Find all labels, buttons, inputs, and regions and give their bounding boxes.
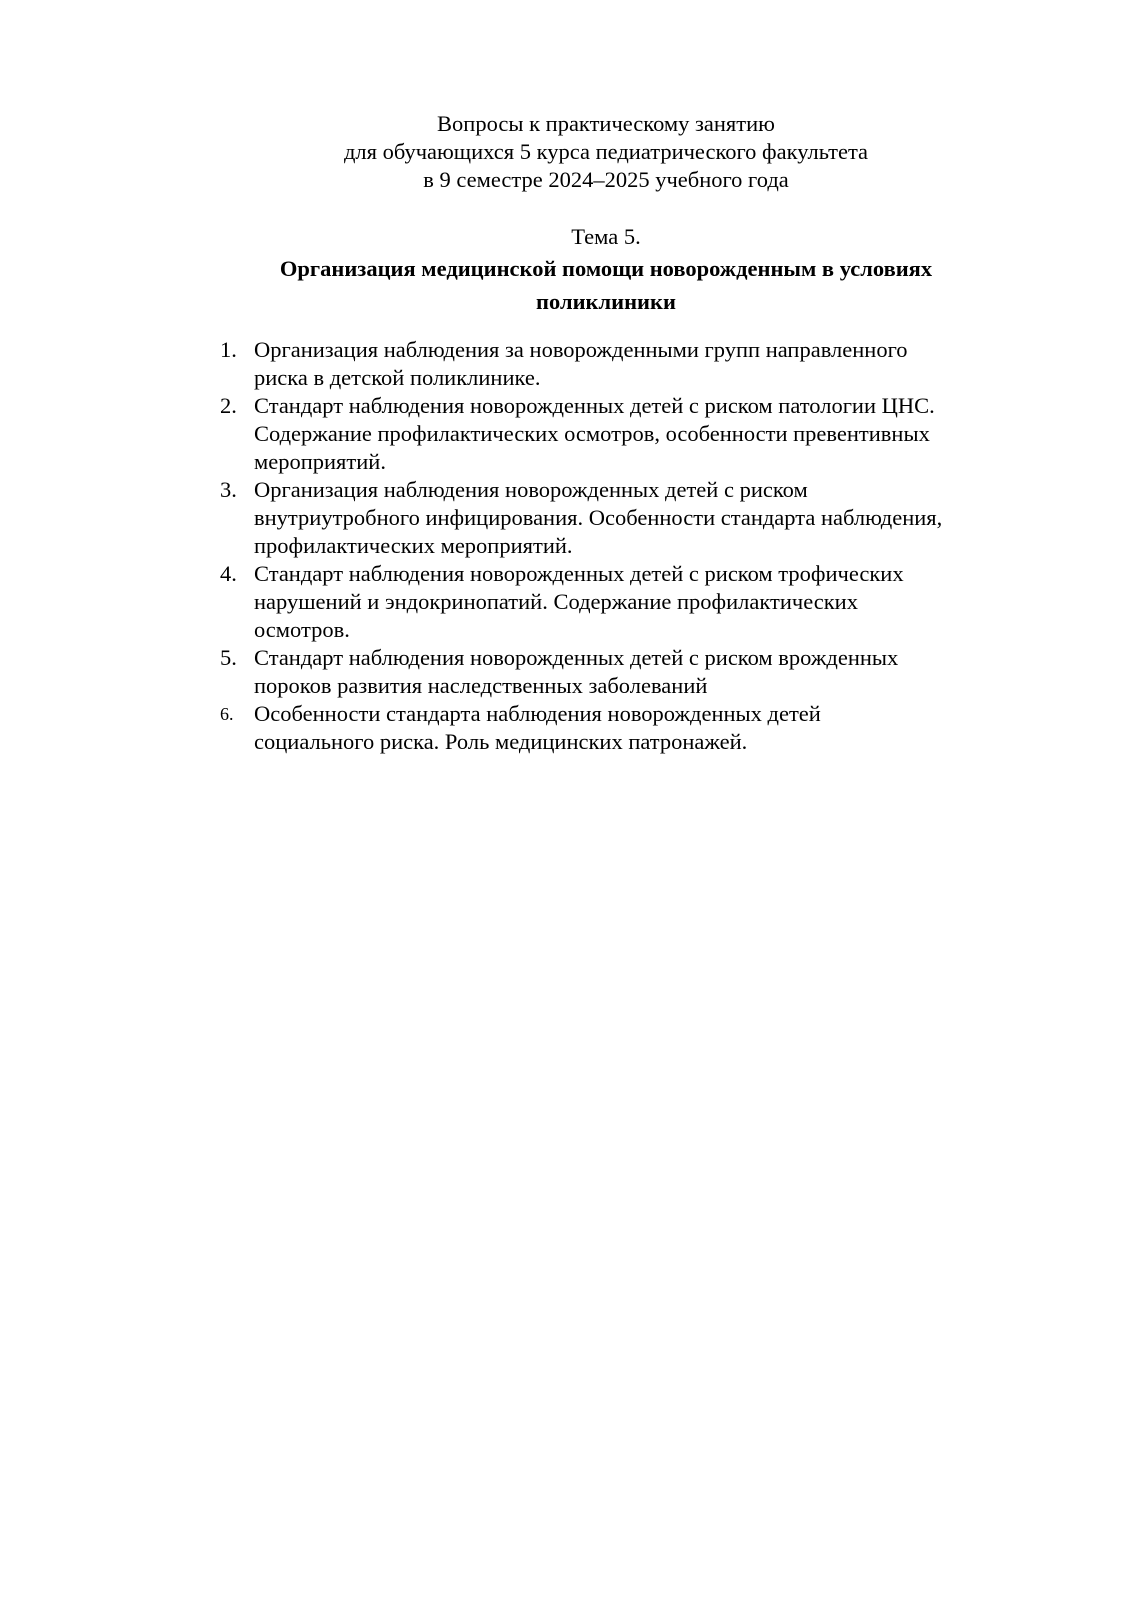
questions-list: [220, 336, 1040, 756]
question-item: [220, 700, 1040, 756]
question-item: [220, 392, 1040, 476]
document-header: [0, 110, 1132, 194]
question-number: 4.: [220, 561, 237, 586]
question-text-line: риска в детской поликлинике.: [254, 365, 541, 390]
question-text-line: Стандарт наблюдения новорожденных детей с риском врожденных: [254, 645, 899, 670]
question-number: 5.: [220, 645, 237, 670]
topic-title: [0, 252, 1132, 318]
question-item: [220, 644, 1040, 700]
question-text-line: нарушений и эндокринопатий. Содержание профилактических: [254, 589, 858, 614]
question-text-line: Содержание профилактических осмотров, особенности превентивных: [254, 421, 930, 446]
question-number: 1.: [220, 337, 237, 362]
question-number: 3.: [220, 477, 237, 502]
header-line: для обучающихся 5 курса педиатрического факультета: [343, 139, 869, 164]
topic-label: Тема 5.: [571, 224, 641, 249]
question-text-line: Организация наблюдения новорожденных детей с риском: [254, 477, 808, 502]
question-text-line: мероприятий.: [254, 449, 386, 474]
question-text-line: пороков развития наследственных заболеваний: [254, 673, 708, 698]
topic-title-line: Организация медицинской помощи новорожденным в условиях: [279, 256, 933, 281]
question-text-line: Организация наблюдения за новорожденными групп направленного: [254, 337, 908, 362]
header-line: Вопросы к практическому занятию: [437, 111, 775, 136]
question-number: 6.: [220, 704, 234, 724]
question-text-line: профилактических мероприятий.: [254, 533, 573, 558]
question-text-line: Стандарт наблюдения новорожденных детей с риском трофических: [254, 561, 904, 586]
question-text-line: Стандарт наблюдения новорожденных детей с риском патологии ЦНС.: [254, 393, 935, 418]
topic-title-line: поликлиники: [536, 289, 676, 314]
question-item: [220, 560, 1040, 644]
question-number: 2.: [220, 393, 237, 418]
question-text-line: осмотров.: [254, 617, 350, 642]
header-line: в 9 семестре 2024–2025 учебного года: [423, 167, 789, 192]
question-text-line: внутриутробного инфицирования. Особенности стандарта наблюдения,: [254, 505, 943, 530]
question-item: [220, 336, 1040, 392]
question-text-line: Особенности стандарта наблюдения новорожденных детей: [254, 701, 821, 726]
question-item: [220, 476, 1040, 560]
question-text-line: социального риска. Роль медицинских патронажей.: [254, 729, 748, 754]
